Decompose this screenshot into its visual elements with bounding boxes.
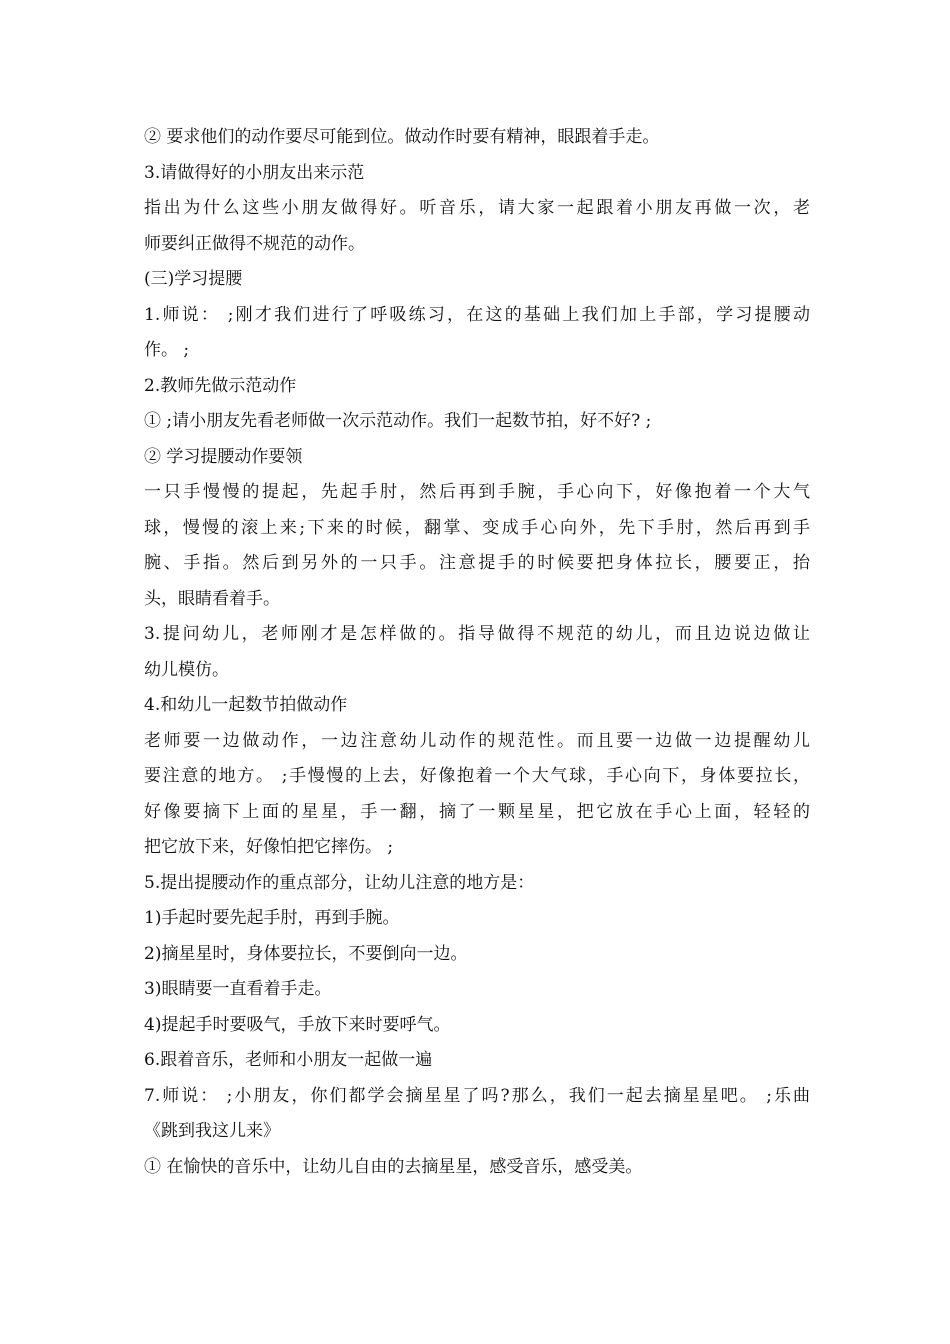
list-item: 1)手起时要先起手肘，再到手腕。 (144, 908, 400, 928)
document-body (144, 120, 810, 1185)
text-line: 5.提出提腰动作的重点部分，让幼儿注意的地方是： (144, 872, 535, 893)
text-line: ① 在愉快的音乐中，让幼儿自由的去摘星星，感受音乐，感受美。 (144, 1156, 643, 1177)
text-line: 幼儿模仿。 (144, 659, 229, 680)
list-item: 3)眼睛要一直看着手走。 (144, 979, 332, 999)
list-item: 4)提起手时要吸气，手放下来时要呼气。 (144, 1014, 451, 1035)
text-line: 2.教师先做示范动作 (144, 375, 297, 396)
text-line: 腕、手指。然后到另外的一只手。注意提手的时候要把身体拉长，腰要正，抬 (144, 553, 810, 573)
text-line: 好像要摘下上面的星星，手一翻，摘了一颗星星，把它放在手心上面，轻轻的 (144, 801, 810, 822)
text-line: ② 学习提腰动作要领 (144, 446, 303, 467)
text-line: 作。 ; (144, 340, 190, 360)
text-line: 1.师说： ;刚才我们进行了呼吸练习，在这的基础上我们加上手部，学习提腰动 (144, 304, 810, 325)
text-line: ② 要求他们的动作要尽可能到位。做动作时要有精神，眼跟着手走。 (144, 127, 660, 147)
text-line: 4.和幼儿一起数节拍做动作 (144, 695, 348, 715)
text-line: 把它放下来，好像怕把它摔伤。 ; (144, 837, 394, 857)
section-heading: (三)学习提腰 (144, 269, 243, 289)
text-line: ① ;请小朋友先看老师做一次示范动作。我们一起数节拍，好不好? ; (144, 411, 652, 431)
text-line: 要注意的地方。 ;手慢慢的上去，好像抱着一个大气球，手心向下，身体要拉长， (144, 766, 810, 786)
text-line: 6.跟着音乐，老师和小朋友一起做一遍 (144, 1050, 433, 1070)
text-line: 头，眼睛看着手。 (144, 588, 280, 609)
text-line: 老师要一边做动作，一边注意幼儿动作的规范性。而且要一边做一边提醒幼儿 (144, 730, 810, 751)
text-line: 师要纠正做得不规范的动作。 (144, 233, 365, 254)
text-line: 球，慢慢的滚上来;下来的时候，翻掌、变成手心向外，先下手肘，然后再到手 (144, 517, 810, 538)
list-item: 2)摘星星时，身体要拉长，不要倒向一边。 (144, 943, 468, 964)
text-line: 一只手慢慢的提起，先起手肘，然后再到手腕，手心向下，好像抱着一个大气 (144, 482, 810, 502)
text-line: 7.师说： ;小朋友，你们都学会摘星星了吗?那么，我们一起去摘星星吧。 ;乐曲 (144, 1085, 810, 1106)
text-line: 3.提问幼儿，老师刚才是怎样做的。指导做得不规范的幼儿，而且边说边做让 (144, 624, 810, 644)
text-line: 指出为什么这些小朋友做得好。听音乐，请大家一起跟着小朋友再做一次，老 (144, 198, 810, 218)
text-line: 《跳到我这儿来》 (144, 1121, 280, 1141)
text-line: 3.请做得好的小朋友出来示范 (144, 162, 365, 183)
